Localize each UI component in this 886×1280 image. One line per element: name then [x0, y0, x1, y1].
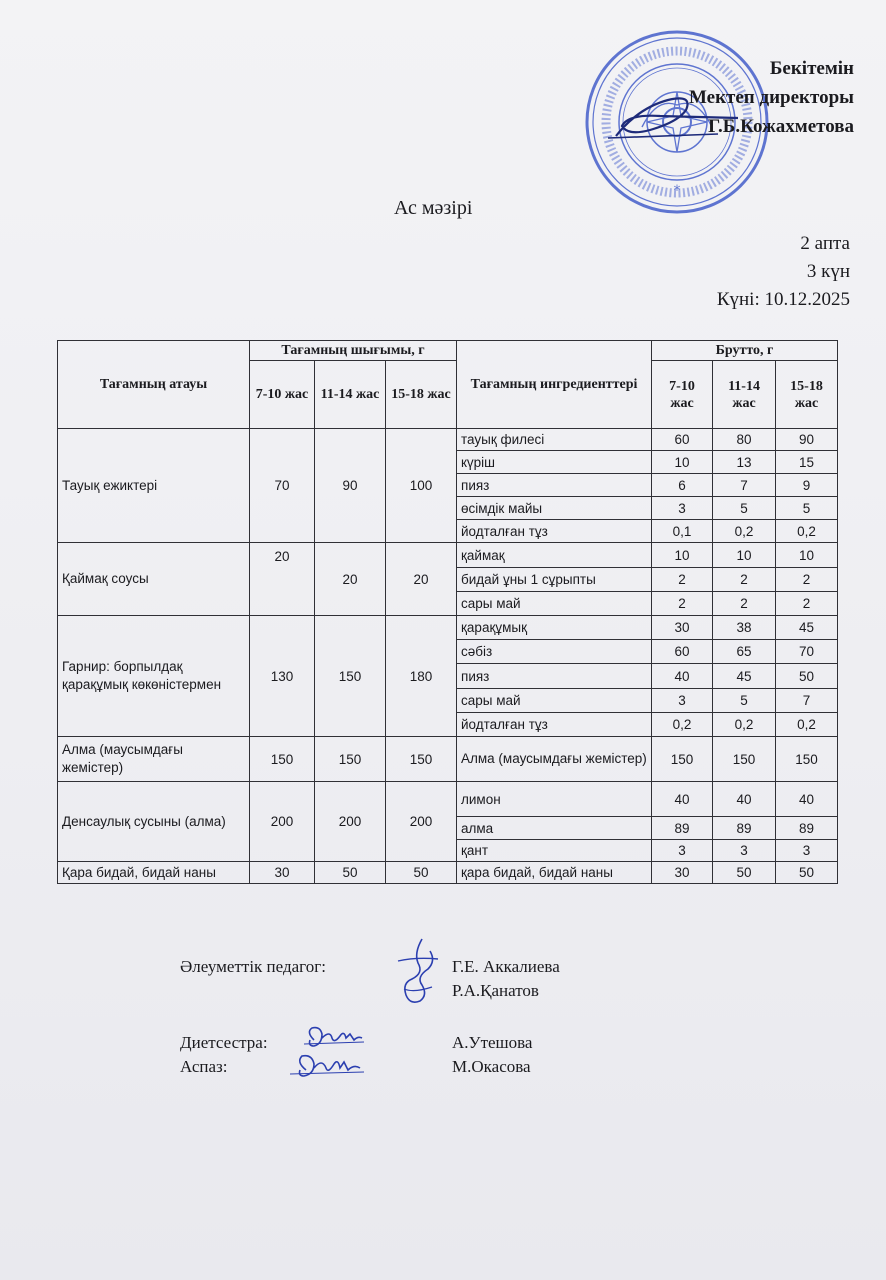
ingredient-cell: пияз	[457, 474, 652, 497]
table-row	[58, 782, 838, 817]
yield-cell: 20	[315, 543, 386, 616]
table-row	[58, 616, 838, 640]
ingredient-cell: йодталған тұз	[457, 520, 652, 543]
brutto-cell: 89	[713, 817, 776, 840]
brutto-cell: 3	[652, 689, 713, 713]
yield-cell: 150	[250, 737, 315, 782]
social-pedagogue-label: Әлеуметтік педагог:	[180, 957, 326, 976]
brutto-cell: 45	[713, 664, 776, 689]
yield-cell: 200	[315, 782, 386, 862]
dish-name-cell: Алма (маусымдағы жемістер)	[58, 737, 250, 782]
header-yield-age-15-18: 15-18 жас	[386, 361, 457, 429]
ingredient-cell: алма	[457, 817, 652, 840]
yield-cell: 50	[315, 862, 386, 884]
ingredient-cell: тауық филесі	[457, 429, 652, 451]
header-brutto: Брутто, г	[652, 341, 838, 361]
dish-name-cell: Тауық ежиктері	[58, 429, 250, 543]
brutto-cell: 2	[713, 568, 776, 592]
ingredient-cell: йодталған тұз	[457, 713, 652, 737]
header-brutto-age-11-14: 11-14 жас	[713, 361, 776, 429]
dietitian-name: А.Утешова	[452, 1033, 533, 1052]
ingredient-cell: сәбіз	[457, 640, 652, 664]
brutto-cell: 2	[776, 592, 838, 616]
brutto-cell: 150	[776, 737, 838, 782]
yield-cell: 20	[386, 543, 457, 616]
brutto-cell: 0,2	[776, 520, 838, 543]
brutto-cell: 40	[652, 664, 713, 689]
approval-block	[689, 54, 854, 141]
brutto-cell: 3	[713, 840, 776, 862]
brutto-cell: 10	[652, 451, 713, 474]
yield-cell: 90	[315, 429, 386, 543]
brutto-cell: 89	[776, 817, 838, 840]
yield-cell: 70	[250, 429, 315, 543]
yield-cell: 150	[315, 616, 386, 737]
dish-name-cell: Гарнир: борпылдақ қарақұмық көкөністермен	[58, 616, 250, 737]
approval-line-3: Г.Б.Кожахметова	[708, 116, 854, 137]
page-title: Ас мәзірі	[394, 197, 473, 219]
yield-cell: 50	[386, 862, 457, 884]
pedagogue-signature-icon	[392, 933, 444, 1011]
cook-signature-icon	[288, 1050, 366, 1084]
ingredient-cell: қара бидай, бидай наны	[457, 862, 652, 884]
cook-label: Аспаз:	[180, 1057, 228, 1076]
yield-cell: 100	[386, 429, 457, 543]
brutto-cell: 40	[713, 782, 776, 817]
brutto-cell: 90	[776, 429, 838, 451]
brutto-cell: 150	[713, 737, 776, 782]
brutto-cell: 5	[776, 497, 838, 520]
ingredient-cell: лимон	[457, 782, 652, 817]
yield-cell: 20	[250, 543, 315, 616]
header-brutto-age-15-18: 15-18 жас	[776, 361, 838, 429]
brutto-cell: 150	[652, 737, 713, 782]
header-brutto-age-7-10: 7-10 жас	[652, 361, 713, 429]
ingredient-cell: күріш	[457, 451, 652, 474]
social-pedagogue-name-2: Р.А.Қанатов	[452, 981, 539, 1000]
ingredient-cell: Алма (маусымдағы жемістер)	[457, 737, 652, 782]
ingredient-cell: қаймақ	[457, 543, 652, 568]
approval-line-2: Мектеп директоры	[688, 87, 854, 108]
yield-cell: 200	[250, 782, 315, 862]
brutto-cell: 3	[776, 840, 838, 862]
ingredient-cell: сары май	[457, 689, 652, 713]
ingredient-cell: өсімдік майы	[457, 497, 652, 520]
brutto-cell: 40	[776, 782, 838, 817]
brutto-cell: 2	[776, 568, 838, 592]
brutto-cell: 40	[652, 782, 713, 817]
dish-name-cell: Денсаулық сусыны (алма)	[58, 782, 250, 862]
day-label: 3 күн	[806, 261, 850, 282]
brutto-cell: 65	[713, 640, 776, 664]
yield-cell: 180	[386, 616, 457, 737]
ingredient-cell: пияз	[457, 664, 652, 689]
yield-cell: 200	[386, 782, 457, 862]
brutto-cell: 9	[776, 474, 838, 497]
brutto-cell: 15	[776, 451, 838, 474]
table-row	[58, 543, 838, 568]
brutto-cell: 0,2	[776, 713, 838, 737]
brutto-cell: 0,1	[652, 520, 713, 543]
brutto-cell: 45	[776, 616, 838, 640]
date-label: Күні: 10.12.2025	[716, 289, 850, 310]
ingredient-cell: сары май	[457, 592, 652, 616]
table-row	[58, 429, 838, 451]
brutto-cell: 10	[713, 543, 776, 568]
brutto-cell: 2	[652, 592, 713, 616]
header-yield-age-7-10: 7-10 жас	[250, 361, 315, 429]
brutto-cell: 50	[776, 862, 838, 884]
brutto-cell: 89	[652, 817, 713, 840]
yield-cell: 150	[315, 737, 386, 782]
approval-line-1: Бекітемін	[769, 58, 854, 79]
brutto-cell: 0,2	[713, 713, 776, 737]
ingredient-cell: қарақұмық	[457, 616, 652, 640]
ingredient-cell: қант	[457, 840, 652, 862]
brutto-cell: 70	[776, 640, 838, 664]
brutto-cell: 5	[713, 497, 776, 520]
brutto-cell: 50	[713, 862, 776, 884]
table-row	[58, 862, 838, 884]
brutto-cell: 7	[776, 689, 838, 713]
yield-cell: 30	[250, 862, 315, 884]
brutto-cell: 2	[713, 592, 776, 616]
cook-name: М.Окасова	[452, 1057, 531, 1076]
header-dish-name: Тағамның атауы	[58, 341, 250, 429]
header-yield: Тағамның шығымы, г	[250, 341, 457, 361]
brutto-cell: 3	[652, 497, 713, 520]
brutto-cell: 10	[652, 543, 713, 568]
dietitian-label: Диетсестра:	[180, 1033, 268, 1052]
header-yield-age-11-14: 11-14 жас	[315, 361, 386, 429]
social-pedagogue-name-1: Г.Е. Аккалиева	[452, 957, 560, 976]
brutto-cell: 0,2	[713, 520, 776, 543]
table-row	[58, 737, 838, 782]
brutto-cell: 60	[652, 640, 713, 664]
brutto-cell: 5	[713, 689, 776, 713]
menu-table	[57, 340, 838, 884]
brutto-cell: 50	[776, 664, 838, 689]
menu-table-container	[57, 340, 837, 884]
brutto-cell: 10	[776, 543, 838, 568]
yield-cell: 130	[250, 616, 315, 737]
dish-name-cell: Қара бидай, бидай наны	[58, 862, 250, 884]
brutto-cell: 60	[652, 429, 713, 451]
brutto-cell: 2	[652, 568, 713, 592]
brutto-cell: 0,2	[652, 713, 713, 737]
brutto-cell: 3	[652, 840, 713, 862]
brutto-cell: 7	[713, 474, 776, 497]
dish-name-cell: Қаймақ соусы	[58, 543, 250, 616]
brutto-cell: 30	[652, 862, 713, 884]
brutto-cell: 80	[713, 429, 776, 451]
brutto-cell: 13	[713, 451, 776, 474]
menu-meta	[717, 230, 850, 314]
brutto-cell: 6	[652, 474, 713, 497]
brutto-cell: 38	[713, 616, 776, 640]
brutto-cell: 30	[652, 616, 713, 640]
week-label: 2 апта	[800, 233, 850, 254]
header-ingredients: Тағамның ингредиенттері	[457, 341, 652, 429]
ingredient-cell: бидай ұны 1 сұрыпты	[457, 568, 652, 592]
svg-text:*: *	[673, 183, 681, 199]
yield-cell: 150	[386, 737, 457, 782]
